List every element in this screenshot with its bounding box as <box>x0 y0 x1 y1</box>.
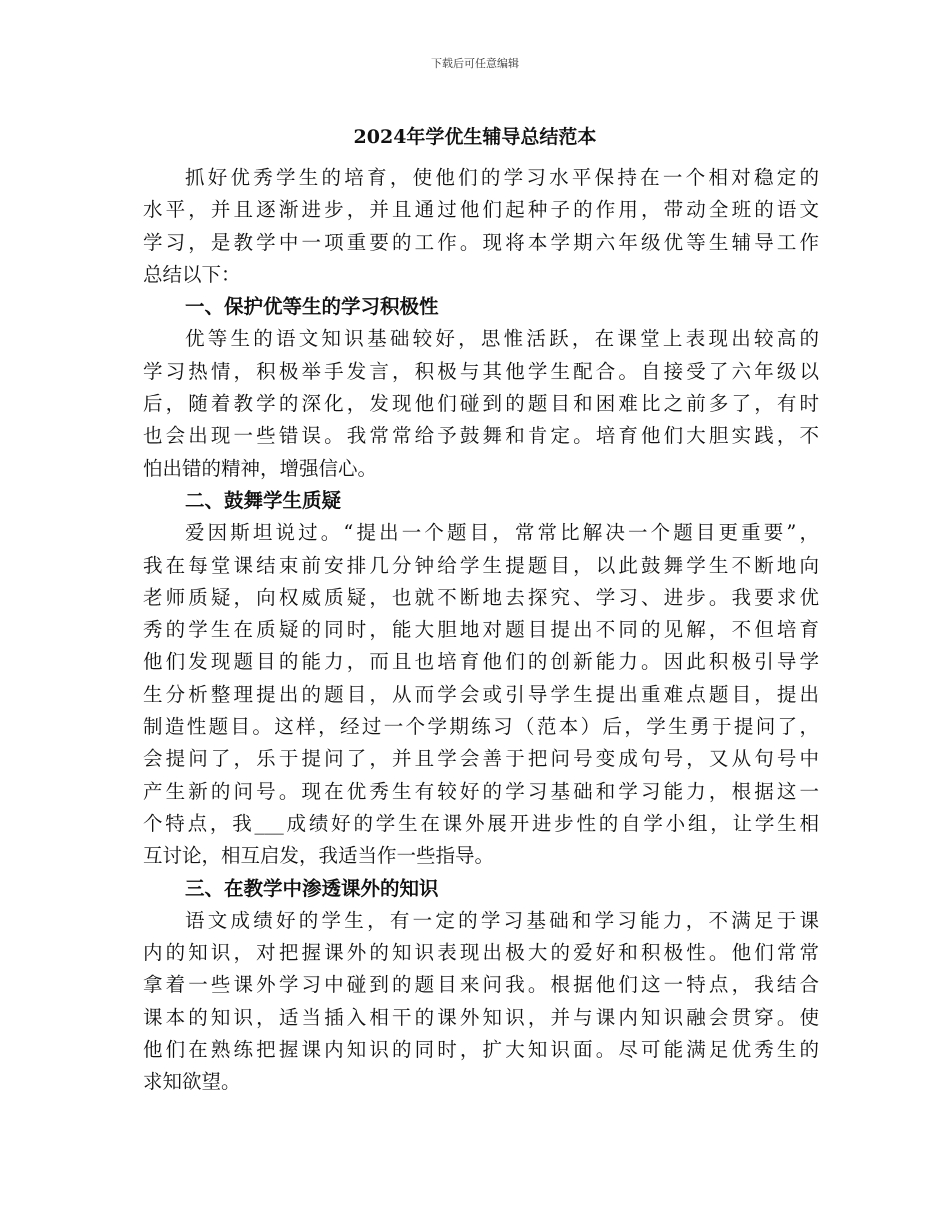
text-line: 他们发现题目的能力，而且也培育他们的创新能力。因此积极引导学 <box>143 650 819 674</box>
text-line: 抓好优秀学生的培育，使他们的学习水平保持在一个相对稳定的 <box>185 166 819 189</box>
text-line: 爱因斯坦说过。“提出一个题目，常常比解决一个题目更重要”， <box>185 521 819 545</box>
text-line: 个特点，我___成绩好的学生在课外展开进步性的自学小组，让学生相 <box>143 811 819 835</box>
text-line: 内的知识，对把握课外的知识表现出极大的爱好和积极性。他们常常 <box>143 941 819 965</box>
text-line: 学习，是教学中一项重要的工作。现将本学期六年级优等生辅导工作 <box>143 230 819 254</box>
text-line: 课本的知识，适当插入相干的课外知识，并与课内知识融会贯穿。使 <box>143 1005 819 1029</box>
text-line: 水平，并且逐渐进步，并且通过他们起种子的作用，带动全班的语文 <box>143 198 819 222</box>
text-line: 我在每堂课结束前安排几分钟给学生提题目，以此鼓舞学生不断地向 <box>143 553 819 577</box>
text-line: 会提问了，乐于提问了，并且学会善于把问号变成句号，又从句号中 <box>143 747 819 771</box>
text-line: 互讨论，相互启发，我适当作一些指导。 <box>143 844 495 868</box>
text-line: 制造性题目。这样，经过一个学期练习（范本）后，学生勇于提问了， <box>143 715 819 739</box>
text-line: 也会出现一些错误。我常常给予鼓舞和肯定。培育他们大胆实践，不 <box>143 424 819 448</box>
text-line: 优等生的语文知识基础较好，思惟活跃，在课堂上表现出较高的 <box>185 327 819 351</box>
section-heading: 一、保护优等生的学习积极性 <box>185 295 439 319</box>
text-line: 生分析整理提出的题目，从而学会或引导学生提出重难点题目，提出 <box>143 682 819 706</box>
text-line: 总结以下： <box>143 262 241 286</box>
header-note: 下载后可任意编辑 <box>431 57 519 70</box>
text-line: 求知欲望。 <box>143 1070 241 1094</box>
text-line: 怕出错的精神，增强信心。 <box>143 456 378 480</box>
text-line: 老师质疑，向权威质疑，也就不断地去探究、学习、进步。我要求优 <box>143 585 819 609</box>
section-heading: 二、鼓舞学生质疑 <box>185 488 342 512</box>
document-title: 2024年学优生辅导总结范本 <box>353 126 597 148</box>
text-line: 语文成绩好的学生，有一定的学习基础和学习能力，不满足于课 <box>185 908 819 932</box>
section-heading: 三、在教学中渗透课外的知识 <box>185 876 439 900</box>
text-line: 产生新的问号。现在优秀生有较好的学习基础和学习能力，根据这一 <box>143 779 819 803</box>
text-line: 他们在熟练把握课内知识的同时，扩大知识面。尽可能满足优秀生的 <box>143 1038 819 1062</box>
text-line: 后，随着教学的深化，发现他们碰到的题目和困难比之前多了，有时 <box>143 392 819 416</box>
document-body <box>143 162 819 1099</box>
text-line: 学习热情，积极举手发言，积极与其他学生配合。自接受了六年级以 <box>143 359 819 383</box>
text-line: 拿着一些课外学习中碰到的题目来问我。根据他们这一特点，我结合 <box>143 973 819 997</box>
text-line: 秀的学生在质疑的同时，能大胆地对题目提出不同的见解，不但培育 <box>143 618 819 642</box>
